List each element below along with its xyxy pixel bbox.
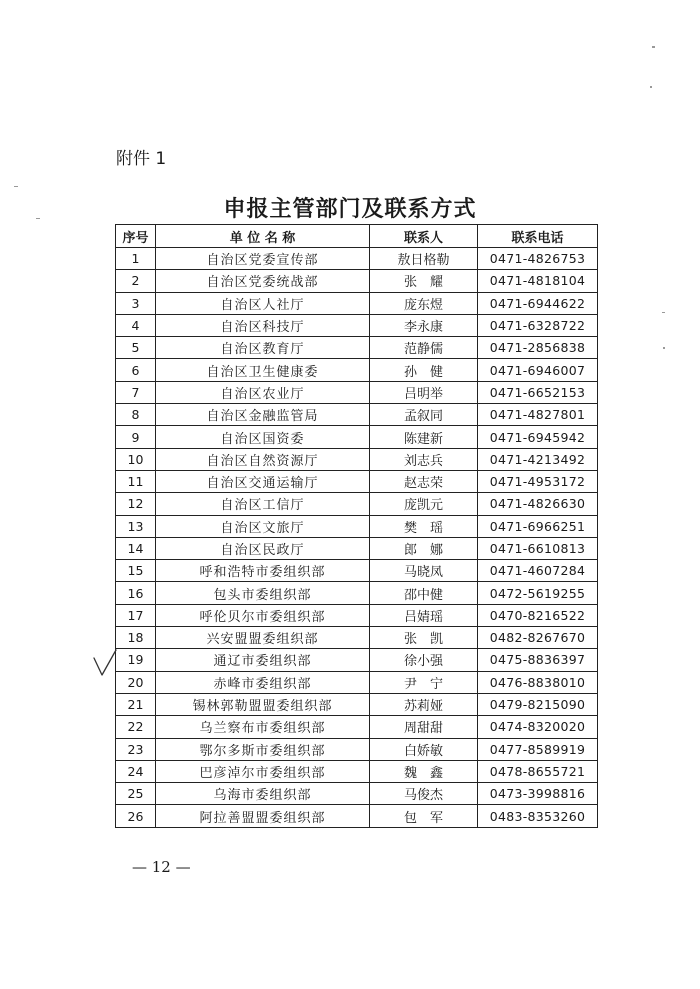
- scan-speck: [650, 86, 652, 88]
- row-index: 19: [116, 649, 156, 671]
- table-row: [116, 248, 598, 270]
- row-index: 7: [116, 381, 156, 403]
- phone-number: 0471-4607284: [478, 560, 598, 582]
- organization-name: 自治区自然资源厅: [156, 448, 370, 470]
- table-row: [116, 560, 598, 582]
- table-row: [116, 270, 598, 292]
- organization-name: 通辽市委组织部: [156, 649, 370, 671]
- row-index: 23: [116, 738, 156, 760]
- row-index: 14: [116, 537, 156, 559]
- contact-person: 苏莉娅: [370, 693, 478, 715]
- organization-name: 自治区工信厅: [156, 493, 370, 515]
- phone-number: 0471-2856838: [478, 337, 598, 359]
- phone-number: 0474-8320020: [478, 716, 598, 738]
- contact-person: 周甜甜: [370, 716, 478, 738]
- organization-name: 自治区金融监管局: [156, 404, 370, 426]
- row-index: 2: [116, 270, 156, 292]
- contact-person: 吕婧瑶: [370, 604, 478, 626]
- row-index: 6: [116, 359, 156, 381]
- scan-speck: [663, 347, 665, 349]
- phone-number: 0471-6945942: [478, 426, 598, 448]
- row-index: 1: [116, 248, 156, 270]
- table-row: [116, 582, 598, 604]
- phone-number: 0470-8216522: [478, 604, 598, 626]
- row-index: 9: [116, 426, 156, 448]
- contacts-table: [115, 224, 598, 828]
- organization-name: 自治区党委统战部: [156, 270, 370, 292]
- organization-name: 自治区农业厅: [156, 381, 370, 403]
- contact-person: 范静儒: [370, 337, 478, 359]
- row-index: 12: [116, 493, 156, 515]
- organization-name: 自治区文旅厅: [156, 515, 370, 537]
- organization-name: 锡林郭勒盟盟委组织部: [156, 693, 370, 715]
- phone-number: 0471-4213492: [478, 448, 598, 470]
- contact-person: 白娇敏: [370, 738, 478, 760]
- row-index: 8: [116, 404, 156, 426]
- contact-person: 庞东煜: [370, 292, 478, 314]
- header-organization: 单 位 名 称: [156, 225, 370, 248]
- table-row: [116, 671, 598, 693]
- contact-person: 吕明举: [370, 381, 478, 403]
- contact-person: 陈建新: [370, 426, 478, 448]
- row-index: 25: [116, 783, 156, 805]
- organization-name: 鄂尔多斯市委组织部: [156, 738, 370, 760]
- contact-person: 李永康: [370, 314, 478, 336]
- contact-person: 郎 娜: [370, 537, 478, 559]
- organization-name: 自治区科技厅: [156, 314, 370, 336]
- organization-name: 自治区人社厅: [156, 292, 370, 314]
- header-contact: 联系人: [370, 225, 478, 248]
- organization-name: 阿拉善盟盟委组织部: [156, 805, 370, 827]
- header-index: 序号: [116, 225, 156, 248]
- contact-person: 包 军: [370, 805, 478, 827]
- organization-name: 乌兰察布市委组织部: [156, 716, 370, 738]
- table-row: [116, 470, 598, 492]
- scan-speck: [652, 46, 655, 48]
- contact-person: 孙 健: [370, 359, 478, 381]
- phone-number: 0471-4826753: [478, 248, 598, 270]
- contact-person: 徐小强: [370, 649, 478, 671]
- contact-person: 张 耀: [370, 270, 478, 292]
- table-row: [116, 537, 598, 559]
- row-index: 22: [116, 716, 156, 738]
- phone-number: 0471-6652153: [478, 381, 598, 403]
- row-index: 18: [116, 627, 156, 649]
- contact-person: 樊 瑶: [370, 515, 478, 537]
- phone-number: 0475-8836397: [478, 649, 598, 671]
- row-index: 16: [116, 582, 156, 604]
- contact-person: 马晓凤: [370, 560, 478, 582]
- row-index: 26: [116, 805, 156, 827]
- table-row: [116, 805, 598, 827]
- table-row: [116, 404, 598, 426]
- row-index: 20: [116, 671, 156, 693]
- organization-name: 自治区卫生健康委: [156, 359, 370, 381]
- phone-number: 0471-6328722: [478, 314, 598, 336]
- row-index: 5: [116, 337, 156, 359]
- row-index: 13: [116, 515, 156, 537]
- row-index: 3: [116, 292, 156, 314]
- table-row: [116, 515, 598, 537]
- page-number: — 12 —: [132, 858, 191, 876]
- table-row: [116, 426, 598, 448]
- table-row: [116, 627, 598, 649]
- row-index: 15: [116, 560, 156, 582]
- organization-name: 兴安盟盟委组织部: [156, 627, 370, 649]
- organization-name: 乌海市委组织部: [156, 783, 370, 805]
- table-row: [116, 649, 598, 671]
- handwritten-checkmark-icon: [92, 648, 118, 678]
- phone-number: 0473-3998816: [478, 783, 598, 805]
- table-header-row: [116, 225, 598, 248]
- phone-number: 0471-4953172: [478, 470, 598, 492]
- organization-name: 自治区国资委: [156, 426, 370, 448]
- organization-name: 赤峰市委组织部: [156, 671, 370, 693]
- table-row: [116, 738, 598, 760]
- contact-person: 庞凯元: [370, 493, 478, 515]
- attachment-label: 附件 1: [116, 149, 167, 169]
- organization-name: 自治区交通运输厅: [156, 470, 370, 492]
- phone-number: 0477-8589919: [478, 738, 598, 760]
- table-row: [116, 716, 598, 738]
- organization-name: 包头市委组织部: [156, 582, 370, 604]
- table-row: [116, 314, 598, 336]
- row-index: 10: [116, 448, 156, 470]
- contact-person: 魏 鑫: [370, 760, 478, 782]
- contact-person: 刘志兵: [370, 448, 478, 470]
- contact-person: 敖日格勒: [370, 248, 478, 270]
- phone-number: 0472-5619255: [478, 582, 598, 604]
- organization-name: 呼伦贝尔市委组织部: [156, 604, 370, 626]
- table-row: [116, 448, 598, 470]
- contact-person: 孟叙同: [370, 404, 478, 426]
- contact-person: 赵志荣: [370, 470, 478, 492]
- contact-person: 马俊杰: [370, 783, 478, 805]
- phone-number: 0482-8267670: [478, 627, 598, 649]
- table-row: [116, 292, 598, 314]
- scan-speck: [662, 312, 665, 313]
- table-row: [116, 604, 598, 626]
- table-row: [116, 381, 598, 403]
- row-index: 21: [116, 693, 156, 715]
- phone-number: 0471-4826630: [478, 493, 598, 515]
- phone-number: 0478-8655721: [478, 760, 598, 782]
- phone-number: 0483-8353260: [478, 805, 598, 827]
- phone-number: 0471-4827801: [478, 404, 598, 426]
- table-row: [116, 783, 598, 805]
- organization-name: 自治区教育厅: [156, 337, 370, 359]
- row-index: 11: [116, 470, 156, 492]
- phone-number: 0471-6944622: [478, 292, 598, 314]
- contact-person: 尹 宁: [370, 671, 478, 693]
- row-index: 17: [116, 604, 156, 626]
- organization-name: 呼和浩特市委组织部: [156, 560, 370, 582]
- phone-number: 0471-6610813: [478, 537, 598, 559]
- phone-number: 0471-4818104: [478, 270, 598, 292]
- scan-speck: [14, 186, 18, 187]
- table-row: [116, 337, 598, 359]
- table-body: [116, 248, 598, 828]
- organization-name: 巴彦淖尔市委组织部: [156, 760, 370, 782]
- scan-speck: [36, 218, 40, 219]
- header-phone: 联系电话: [478, 225, 598, 248]
- phone-number: 0476-8838010: [478, 671, 598, 693]
- organization-name: 自治区党委宣传部: [156, 248, 370, 270]
- organization-name: 自治区民政厅: [156, 537, 370, 559]
- table-row: [116, 760, 598, 782]
- table-row: [116, 693, 598, 715]
- phone-number: 0479-8215090: [478, 693, 598, 715]
- table-row: [116, 359, 598, 381]
- contact-person: 张 凯: [370, 627, 478, 649]
- table-row: [116, 493, 598, 515]
- phone-number: 0471-6946007: [478, 359, 598, 381]
- contact-person: 邵中健: [370, 582, 478, 604]
- document-title: 申报主管部门及联系方式: [223, 196, 477, 222]
- phone-number: 0471-6966251: [478, 515, 598, 537]
- row-index: 24: [116, 760, 156, 782]
- row-index: 4: [116, 314, 156, 336]
